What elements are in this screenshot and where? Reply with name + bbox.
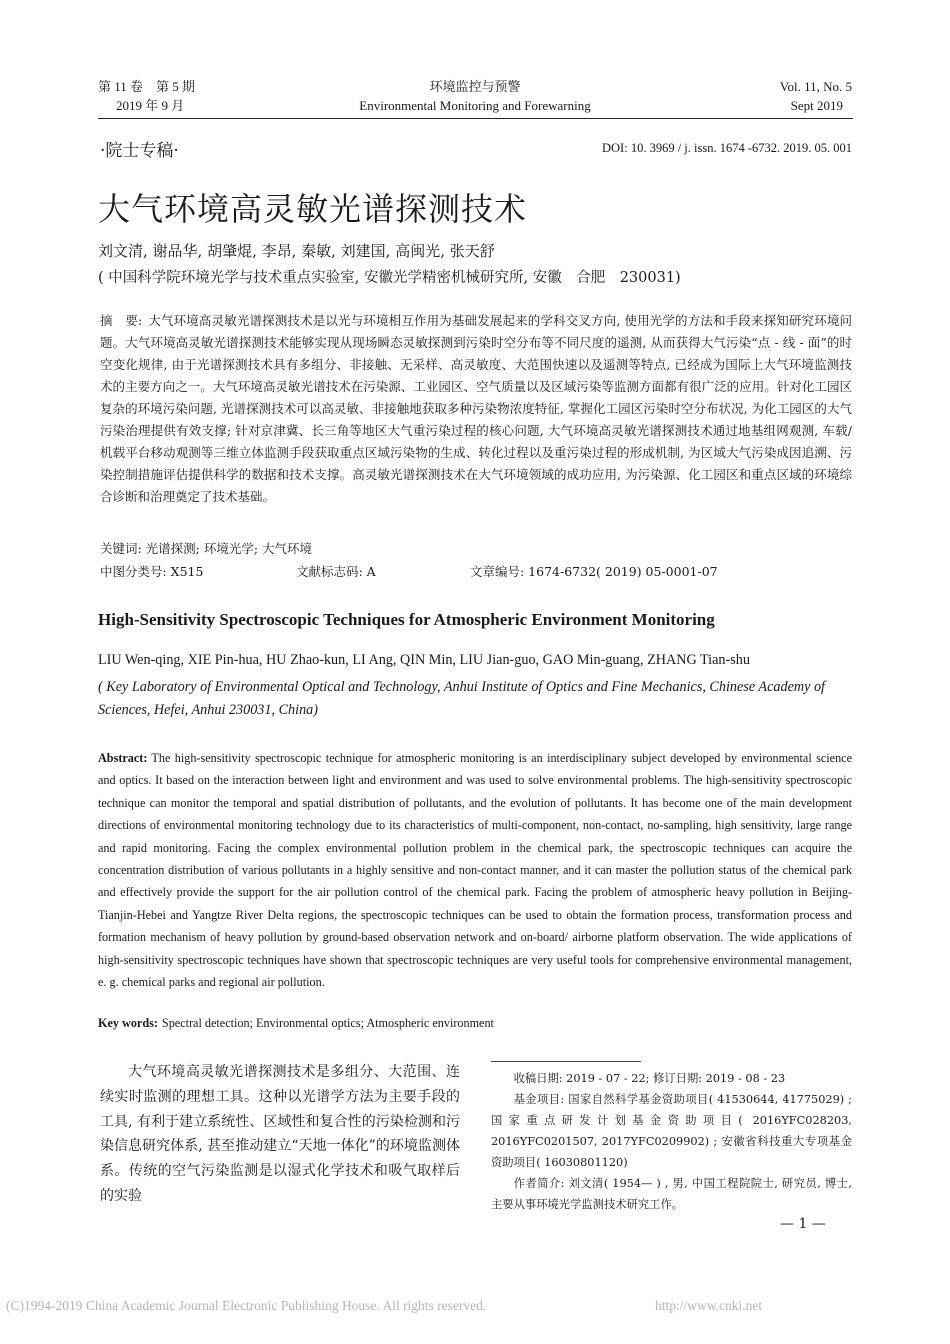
keywords-cn: 关键词: 光谱探测; 环境光学; 大气环境 [100,541,313,556]
doi: DOI: 10. 3969 / j. issn. 1674 -6732. 2019. 05. 001 [602,141,852,155]
title-cn: 大气环境高灵敏光谱探测技术 [98,190,528,228]
authors-en: LIU Wen-qing, XIE Pin-hua, HU Zhao-kun, LI Ang, QIN Min, LIU Jian-guo, GAO Min-guang, ZHANG Tian-shu [98,652,750,668]
affiliation-en: ( Key Laboratory of Environmental Optical and Technology, Anhui Institute of Optics and Fine Mechanics, Chinese Academy of Sciences, Hefei, Anhui 230031, China) [98,679,826,718]
clc-number: 中图分类号: X515 [100,564,204,579]
body-paragraph: 大气环境高灵敏光谱探测技术是多组分、大范围、连续实时监测的理想工具。这种以光谱学方法为主要手段的工具, 有利于建立系统性、区域性和复合性的污染检测和污染信息研究体系, 甚至推动建立“天地一体化”的环境监测体系。传统的空气污染监测是以湿式化学技术和吸气取样后的实验 [100,1064,460,1204]
footnotes [491,1068,852,1215]
authors-cn: 刘文清, 谢品华, 胡肇焜, 李昂, 秦敏, 刘建国, 高闽光, 张天舒 [98,242,495,260]
abstract-cn [100,310,852,508]
footnote-author: 作者简介: 刘文清( 1954— ) , 男, 中国工程院院士, 研究员, 博士, 主要从事环境光学监测技术研究工作。 [491,1177,852,1211]
article-number: 文章编号: 1674-6732( 2019) 05-0001-07 [470,564,718,579]
copyright-notice: (C)1994-2019 China Academic Journal Electronic Publishing House. All rights reserved. [6,1298,487,1313]
journal-name-cn: 环境监控与预警 [429,79,521,94]
keywords-en [98,1016,494,1031]
header-rule [98,118,853,119]
footnote-funding: 基金项目: 国家自然科学基金资助项目( 41530644, 41775029) ; 国家重点研发计划基金资助项目( 2016YFC028203, 2016YFC0201507, 2017YFC0209902) ; 安徽省科技重大专项基金资助项目( 16030801120) [491,1093,852,1169]
abstract-en-label: Abstract: [98,751,148,765]
footnote-rule [491,1061,641,1062]
document-code: 文献标志码: A [296,564,376,579]
keywords-en-label: Key words: [98,1016,158,1030]
journal-name-en: Environmental Monitoring and Forewarning [359,98,591,113]
abstract-cn-label: 摘 要: [100,313,143,328]
journal-volume-en: Vol. 11, No. 5 [779,79,852,94]
abstract-cn-text: 大气环境高灵敏光谱探测技术是以光与环境相互作用为基础发展起来的学科交叉方向, 使用光学的方法和手段来探知研究环境问题。大气环境高灵敏光谱探测技术能够实现从现场瞬态灵敏探测到污染时空分布等不同尺度的遥测, 从而获得大气污染“点 - 线 - 面”的时空变化规律, 由于光谱探测技术具有多组分、非接触、无采样、高灵敏度、大范围快速以及遥测等特点, 已经成为国际上大气环境监测技术的主要方向之一。大气环境高灵敏光谱技术在污染源、工业园区、空气质量以及区域污染等监测方面都有很广泛的应用。针对化工园区复杂的环境污染问题, 光谱探测技术可以高灵敏、非接触地获取多种污染物浓度特征, 掌握化工园区污染时空分布状况, 为化工园区的大气污染治理提供有效支撑; 针对京津冀、长三角等地区大气重污染过程的核心问题, 大气环境高灵敏光谱探测技术通过地基组网观测, 车载/机载平台移动观测等三维立体监测手段获取重点区域污染物的生成、转化过程以及重污染过程的形成机制, 为区域大气污染成因追溯、污染控制措施评估提供科学的数据和技术支撑。高灵敏光谱探测技术在大气环境领域的成功应用, 为污染源、化工园区和重点区域的环境综合诊断和治理奠定了技术基础。 [100,313,853,504]
footnote-received: 收稿日期: 2019 - 07 - 22; 修订日期: 2019 - 08 - 23 [513,1072,786,1085]
affiliation-cn: ( 中国科学院环境光学与技术重点实验室, 安徽光学精密机械研究所, 安徽 合肥 230031) [98,270,681,286]
page-number: — 1 — [780,1216,826,1232]
title-en: High-Sensitivity Spectroscopic Techniques for Atmospheric Environment Monitoring [98,610,715,629]
column-tag: ·院士专稿· [100,141,179,161]
keywords-en-text: Spectral detection; Environmental optics; Atmospheric environment [161,1016,494,1030]
abstract-en [98,747,852,993]
journal-date-en: Sept 2019 [790,98,843,113]
abstract-en-text: The high-sensitivity spectroscopic technique for atmospheric monitoring is an interdisciplinary subject developed by environmental science and optics. It based on the interaction between light and environment and was used to solve environmental problems. The high-sensitivity spectroscopic technique can monitor the temporal and spatial distribution of pollutants, and the evolution of pollutants. It has become one of the main development directions of environmental monitoring technology due to its characteristics of multi-component, non-contact, no-sampling, high sensitivity, large range and rapid monitoring. Facing the complex environmental pollution problem in the chemical park, the spectroscopic techniques can acquire the concentration distribution of various pollutants in a highly sensitive and non-contact manner, and it can master the pollution status of the chemical park and effectively provide the support for the air pollution control of the chemical park. Facing the problem of atmospheric heavy pollution in Beijing-Tianjin-Hebei and Yangtze River Delta regions, the spectroscopic techniques can be used to obtain the formation process, transformation process and formation mechanism of heavy pollution by ground-based observation network and on-board/ airborne platform observation. The wide applications of high-sensitivity spectroscopic techniques have shown that spectroscopic techniques are very useful tools for comprehensive environmental management, e. g. chemical parks and regional air pollution. [98,751,852,990]
journal-date: 2019 年 9 月 [116,98,185,113]
cnki-link[interactable]: http://www.cnki.net [655,1298,763,1313]
journal-volume-issue: 第 11 卷 第 5 期 [98,79,196,94]
